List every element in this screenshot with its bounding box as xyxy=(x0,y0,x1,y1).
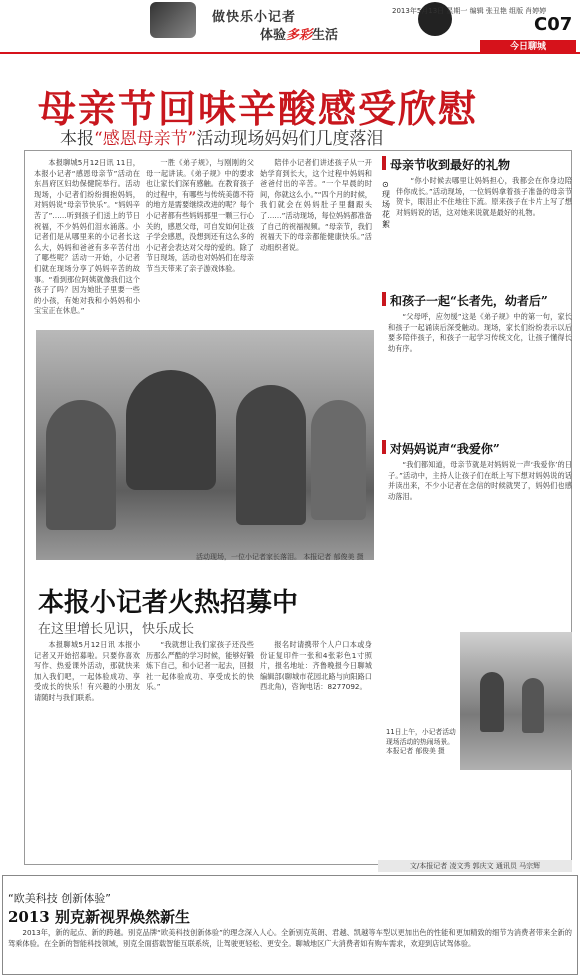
recruit-subhead: 在这里增长见识，快乐成长 xyxy=(38,622,195,637)
lead-column-2: 一胜《弟子规》，与刚刚的父母一起讲读。《弟子规》中的要求也让家长们深有感触。在教育孩子的过程中，有哪些与传统美德不符的地方是需要继续改进的呢？每个小记者都有些妈妈那里一颗三行心关的，感恩父母，可自发如何让孩子学会感恩，没想到还有这么多的小记者会表达对父母的爱的。除了节日现场，活动也对妈妈们在母亲节当天带来了亲子游戏体验。 xyxy=(146,158,254,273)
issue-meta: 2013年5月13日 星期一 编辑 张丑艳 组版 肖婷婷 xyxy=(392,7,547,15)
header-rule xyxy=(0,52,580,54)
lead-headline: 母亲节回味辛酸感受欣慰 xyxy=(38,86,479,131)
side-story-3-title: 对妈妈说声“我爱你” xyxy=(390,442,500,456)
lead-photo-caption: 活动现场，一位小记者家长落泪。 本报记者 郁俊美 摄 xyxy=(196,553,364,561)
recruit-column-2: “我就想让我们家孩子还没些历那么严酷的学习时候，能够好锻炼下自己，和小记者一起去，回报社一起体验成功、享受成长的快乐。” xyxy=(146,640,254,692)
column-title: 做快乐小记者 xyxy=(212,10,297,25)
ad-headline: 2013 别克新视界焕然新生 xyxy=(8,908,190,926)
section-marker-icon xyxy=(382,156,386,170)
masthead-photo xyxy=(150,2,196,38)
ad-kicker: “欧美科技 创新体验” xyxy=(8,892,111,905)
recruit-column-1: 本报聊城5月12日讯 本报小记者又开始招募啦。只要你喜欢写作、热爱课外活动，那就快来加入我们吧，一起体验成功、享受成长的快乐！有兴趣的小朋友请随时与我们联系。 xyxy=(34,640,140,702)
page-code: C07 xyxy=(534,14,573,35)
section-marker-icon xyxy=(382,292,386,306)
side-story-2-body: “父母呼，应勿缓”这是《弟子规》中的第一句，家长和孩子一起诵读后深受触动。现场，家长们纷纷表示以后要多陪伴孩子，和孩子一起学习传统文化，让孩子懂得长幼有序。 xyxy=(388,312,572,353)
side-tag: ⊙现场花絮 xyxy=(382,180,390,229)
ad-body: 2013年，新的起点、新的跨越。别克品牌“欧美科技创新体验”的理念深入人心。全新别克英朗、君越、凯越等车型以更加出色的性能和更加精致的细节为消费者带来全新的驾乘体验。在全新的智能科技领域，别克全面搭载智能互联系统，让驾驶更轻松、更安全。聊城地区广大消费者如有购车需求，欢迎到店试驾体验。 xyxy=(8,928,572,948)
section-label: 今日聊城 xyxy=(480,40,576,54)
recruit-column-3: 报名时请携带个人户口本或身份证复印件一张和4张彩色1寸照片，报名地址：齐鲁晚报今日聊城编辑部(聊城市花园北路与向阳路口西北角)，咨询电话：8277092。 xyxy=(260,640,372,692)
column-subtitle: 体验多彩生活 xyxy=(260,28,339,43)
side-story-2-title: 和孩子一起“长者先，幼者后” xyxy=(390,294,548,308)
side-photo-caption: 11日上午，小记者活动现场活动的热闹场景。本报记者 郁俊美 摄 xyxy=(386,728,456,755)
lead-subhead: 本报“感恩母亲节”活动现场妈妈们几度落泪 xyxy=(60,129,384,149)
section-marker-icon xyxy=(382,440,386,454)
side-photo xyxy=(460,632,572,770)
side-story-1-body: “你小时候去哪里让妈妈担心，我都会在你身边陪伴你成长。”活动现场，一位妈妈拿着孩子准备的母亲节贺卡，眼泪止不住地往下流。原来孩子在卡片上写了想对妈妈说的话，这对她来说就是最好的礼物。 xyxy=(396,176,572,217)
lead-photo xyxy=(36,330,374,560)
side-story-3-body: “我们都知道，母亲节就是对妈妈说一声‘我爱你’的日子。”活动中，主持人让孩子们在纸上写下想对妈妈说的话并读出来，不少小记者在念信的时候就哭了，妈妈们也感动落泪。 xyxy=(388,460,572,501)
byline-credits: 文/本报记者 凌文秀 郭庆文 通讯员 马宗辉 xyxy=(378,860,572,872)
side-story-1-title: 母亲节收到最好的礼物 xyxy=(390,158,511,172)
lead-column-1: 本报聊城5月12日讯 11日，本报小记者“感恩母亲节”活动在东昌府区妇幼保健院举行。活动现场，小记者们纷纷拥抱妈妈，对妈妈说“母亲节快乐”。“妈妈辛苦了”……听到孩子们送上的节日祝福，不少妈妈们泪水涌落。小记者们是从哪里来的小记者长这么大，妈妈和爸爸有多辛苦付出了哪些呢？活动一开始，小记者们就在现场分享了妈妈辛苦的故事。“看到那位阿姨就像我们这个孩子了吗？因为她肚子里要一些的小孩，有她对我和小妈妈和小宝宝正在休息。” xyxy=(34,158,140,316)
recruit-headline: 本报小记者火热招募中 xyxy=(38,588,299,618)
lead-column-3: 陪伴小记者们讲述孩子从一开始学育到长大，这个过程中妈妈和爸爸付出的辛苦。“一个早晨的时间，你就这么小。”“四个月的时候，我们就会在妈妈肚子里翻跟头了……”活动现场，每位妈妈都准备了自己的祝福视频。“母亲节，我们祝福天下的母亲都能健康快乐。”活动组织者说。 xyxy=(260,158,372,252)
